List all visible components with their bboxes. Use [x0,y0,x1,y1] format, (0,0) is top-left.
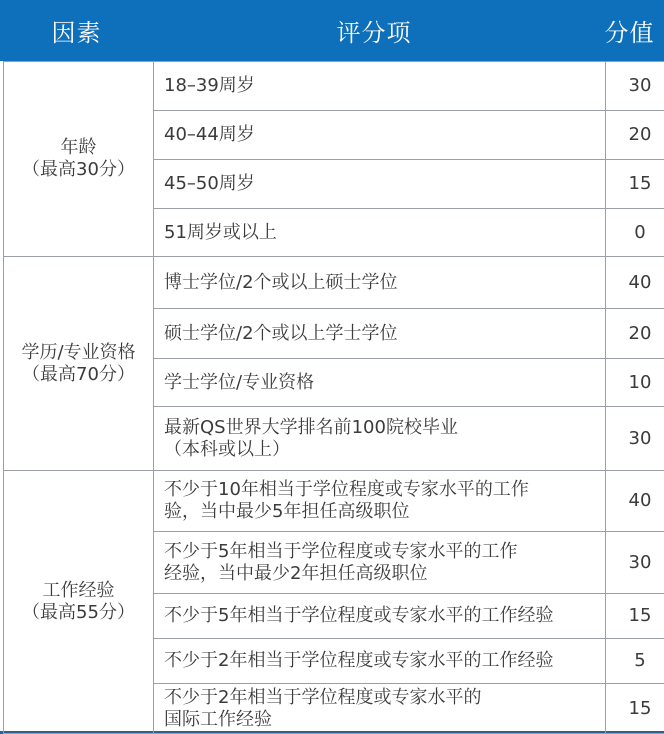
item-cell: 博士学位/2个或以上硕士学位 [154,257,606,309]
score-cell: 30 [606,532,664,594]
score-cell: 20 [606,111,664,160]
item-line: 不少于10年相当于学位程度或专家水平的工作 [164,479,529,500]
item-cell [154,684,606,734]
score-cell: 40 [606,471,664,532]
table-row [4,257,664,309]
factor-label: 学历/专业资格 [21,341,136,363]
factor-label: 工作经验 [42,580,115,601]
score-cell: 40 [606,257,664,309]
item-line: 最新QS世界大学排名前100院校毕业 [164,416,458,438]
item-cell: 不少于5年相当于学位程度或专家水平的工作经验 [154,594,606,639]
factor-note: （最高70分） [22,363,135,385]
item-line: 经验，当中最少2年担任高级职位 [164,562,428,584]
item-cell [154,407,606,471]
item-cell: 51周岁或以上 [154,209,606,257]
item-line: 验，当中最少5年担任高级职位 [164,501,410,522]
score-table [3,61,664,734]
item-cell: 不少于2年相当于学位程度或专家水平的工作经验 [154,639,606,684]
factor-cell-education [4,257,154,471]
header-factor: 因素 [51,19,102,47]
factor-label: 年龄 [60,137,97,158]
item-cell [154,532,606,594]
item-cell [154,471,606,532]
score-cell: 15 [606,684,664,734]
item-cell: 硕士学位/2个或以上学士学位 [154,309,606,359]
item-line: （本科或以上） [164,438,290,460]
factor-cell-age [4,62,154,257]
item-line: 不少于2年相当于学位程度或专家水平的 [164,686,482,708]
table-header [0,0,664,61]
header-score: 分值 [604,19,655,47]
item-cell: 学士学位/专业资格 [154,359,606,407]
score-cell: 0 [606,209,664,257]
table-row [4,471,664,532]
item-line: 不少于5年相当于学位程度或专家水平的工作 [164,540,518,562]
factor-note: （最高30分） [22,159,135,180]
score-cell: 15 [606,160,664,209]
score-cell: 30 [606,62,664,111]
score-cell: 5 [606,639,664,684]
factor-cell-experience [4,471,154,734]
item-cell: 45–50周岁 [154,160,606,209]
item-cell: 18–39周岁 [154,62,606,111]
score-cell: 15 [606,594,664,639]
item-line: 国际工作经验 [164,708,272,730]
table-row [4,62,664,111]
header-item: 评分项 [336,19,412,47]
factor-note: （最高55分） [22,602,135,623]
score-cell: 20 [606,309,664,359]
score-cell: 10 [606,359,664,407]
item-cell: 40–44周岁 [154,111,606,160]
score-cell: 30 [606,407,664,471]
